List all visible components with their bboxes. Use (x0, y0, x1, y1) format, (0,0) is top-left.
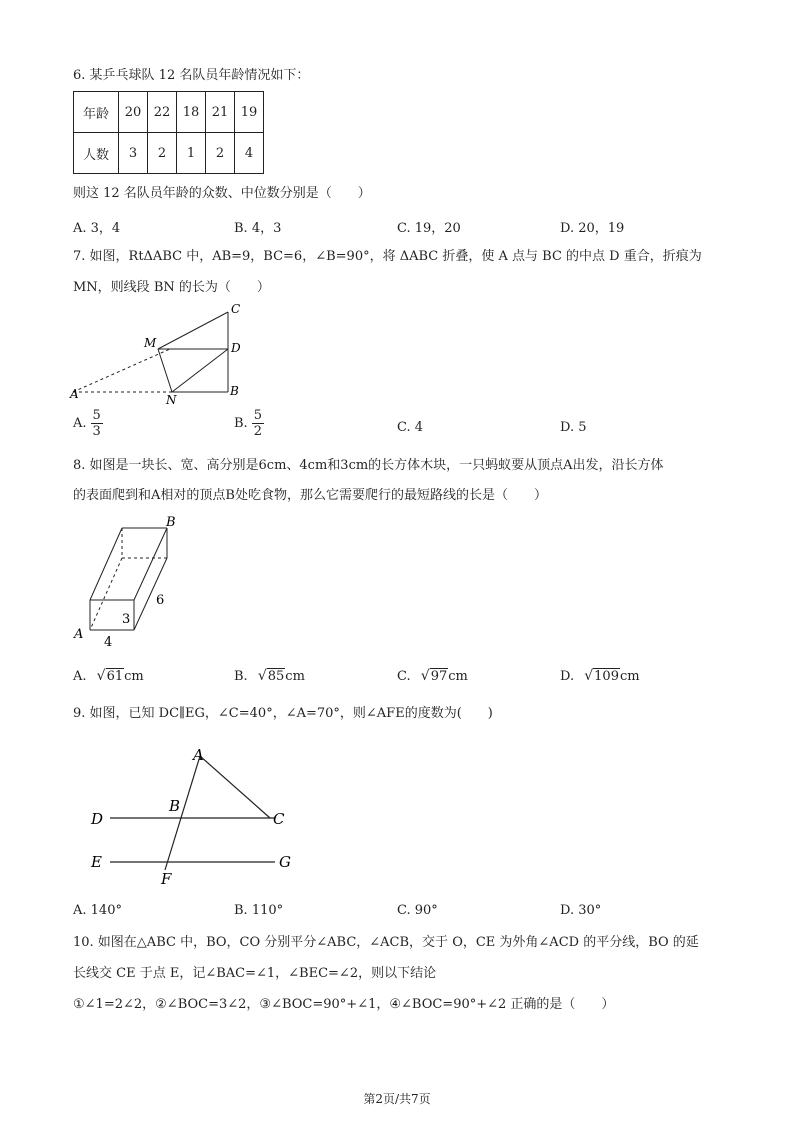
radicand: 97 (430, 669, 448, 684)
option-letter: A. (73, 669, 87, 684)
label-e: E (91, 853, 102, 871)
q8-option-d (560, 668, 640, 684)
count-cell: 2 (148, 133, 177, 174)
label-a: A (193, 746, 204, 764)
q6-option-b: B. 4，3 (234, 221, 282, 236)
q9-option-c: C. 90° (397, 903, 438, 918)
age-cell: 19 (235, 92, 264, 133)
q8-line2: 的表面爬到和A相对的顶点B处吃食物，那么它需要爬行的最短路线的长是（ ） (73, 488, 547, 503)
q8-option-c (397, 668, 468, 684)
age-table (73, 91, 264, 174)
q7-triangle-figure (60, 298, 260, 408)
unit: cm (619, 669, 640, 684)
sqrt-icon: √ (96, 668, 106, 684)
fraction-numerator: 5 (253, 408, 262, 423)
fraction-denominator: 2 (253, 424, 262, 439)
q10-line1: 10. 如图在△ABC 中，BO，CO 分别平分∠ABC，∠ACB，交于 O，CE 为外角∠ACD 的平分线，BO 的延 (73, 935, 699, 950)
unit: cm (448, 669, 468, 684)
sqrt-icon: √ (584, 668, 594, 684)
q10-line2: 长线交 CE 于点 E，记∠BAC=∠1，∠BEC=∠2，则以下结论 (73, 966, 437, 981)
option-letter: C. (397, 669, 411, 684)
label-c: C (231, 302, 241, 316)
row-header-age: 年龄 (74, 92, 119, 133)
label-g: G (279, 853, 291, 871)
label-c: C (273, 810, 285, 828)
label-a: A (70, 387, 79, 401)
q6-option-c: C. 19，20 (397, 221, 461, 236)
q9-option-a: A. 140° (73, 903, 122, 918)
q8-option-b (234, 668, 305, 684)
label-d: D (91, 810, 104, 828)
unit: cm (124, 669, 144, 684)
age-cell: 18 (177, 92, 206, 133)
page-number: 第2页/共7页 (363, 1092, 431, 1106)
option-letter: B. (234, 669, 248, 684)
age-cell: 20 (119, 92, 148, 133)
row-header-count: 人数 (74, 133, 119, 174)
q9-option-d: D. 30° (560, 903, 602, 918)
q8-line1: 8. 如图是一块长、宽、高分别是6cm、4cm和3cm的长方体木块，一只蚂蚁要从顶点A出发，沿长方体 (73, 458, 664, 473)
label-n: N (166, 393, 177, 407)
fraction (252, 408, 264, 439)
radicand: 61 (106, 669, 124, 684)
count-cell: 3 (119, 133, 148, 174)
label-f: F (161, 870, 172, 888)
option-letter: B. (234, 416, 248, 431)
age-cell: 22 (148, 92, 177, 133)
radicand: 109 (594, 669, 619, 684)
count-cell: 2 (206, 133, 235, 174)
sqrt-icon: √ (420, 668, 430, 684)
q7-option-c: C. 4 (397, 420, 424, 435)
age-cell: 21 (206, 92, 235, 133)
fraction-denominator: 3 (92, 424, 101, 439)
label-six: 6 (156, 593, 165, 608)
q9-option-b: B. 110° (234, 903, 284, 918)
table-row (74, 92, 264, 133)
table-row (74, 133, 264, 174)
option-letter: A. (73, 416, 87, 431)
radicand: 85 (267, 669, 285, 684)
q10-line3: ①∠1=2∠2，②∠BOC=3∠2，③∠BOC=90°+∠1，④∠BOC=90°+∠2 正确的是（ ） (73, 997, 615, 1012)
fraction-numerator: 5 (92, 408, 101, 423)
label-four: 4 (104, 635, 113, 650)
count-cell: 4 (235, 133, 264, 174)
q6-option-a: A. 3，4 (73, 221, 121, 236)
q9-stem: 9. 如图，已知 DC∥EG，∠C=40°，∠A=70°，则∠AFE的度数为( ) (73, 706, 493, 721)
q9-parallel-lines-figure (85, 738, 315, 888)
sqrt-icon: √ (257, 668, 267, 684)
label-b: B (169, 797, 181, 815)
count-cell: 1 (177, 133, 206, 174)
label-d: D (231, 341, 241, 355)
q7-line1: 7. 如图，RtΔABC 中，AB=9，BC=6，∠B=90°，将 ΔABC 折叠，使 A 点与 BC 的中点 D 重合，折痕为 (73, 249, 702, 264)
label-m: M (144, 336, 157, 350)
fraction (91, 408, 103, 439)
q7-option-d: D. 5 (560, 420, 587, 435)
label-b: B (230, 384, 239, 398)
q7-option-a (73, 408, 103, 439)
unit: cm (285, 669, 305, 684)
label-a: A (74, 627, 84, 642)
label-three: 3 (122, 612, 131, 627)
q6-question: 则这 12 名队员年龄的众数、中位数分别是（ ） (73, 186, 371, 201)
q8-option-a (73, 668, 144, 684)
q8-cuboid-figure (70, 512, 190, 652)
label-b: B (166, 515, 176, 530)
q6-stem: 6. 某乒乓球队 12 名队员年龄情况如下： (73, 68, 310, 83)
option-letter: D. (560, 669, 575, 684)
q7-line2: MN，则线段 BN 的长为（ ） (73, 280, 270, 295)
q7-option-b (234, 408, 264, 439)
q6-option-d: D. 20，19 (560, 221, 625, 236)
